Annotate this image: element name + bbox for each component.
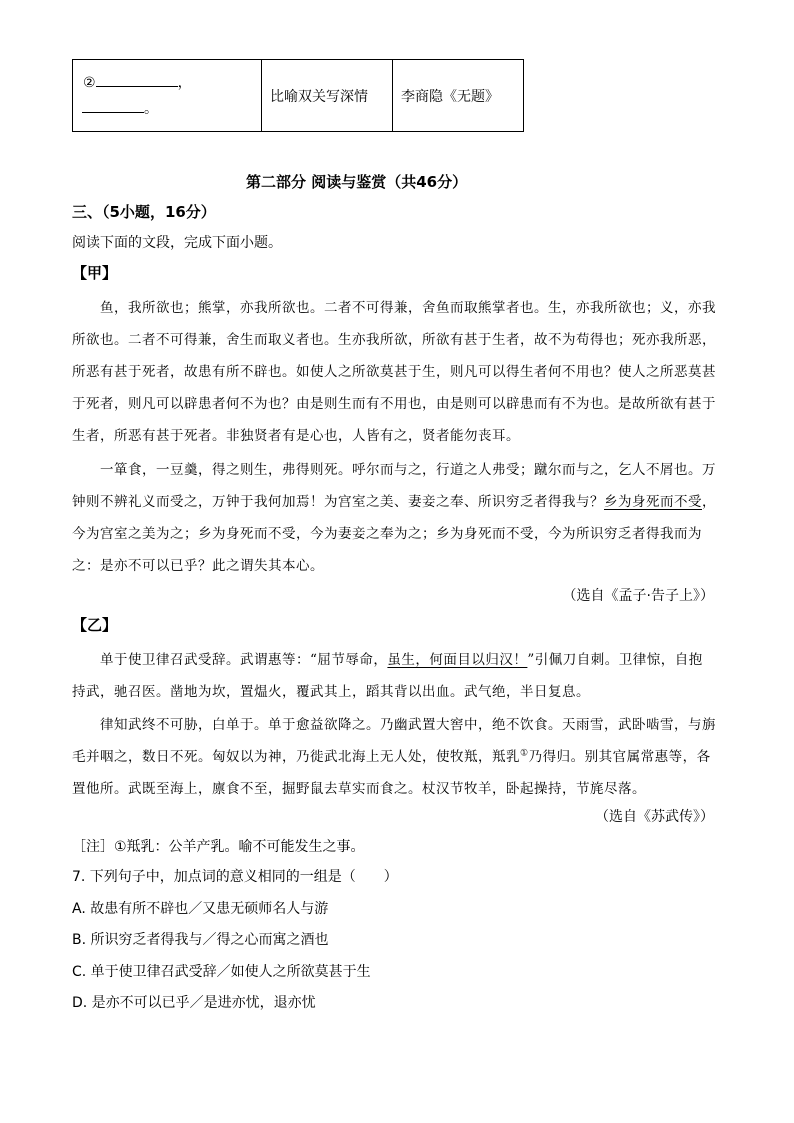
jia-line-3: 所恶有甚于死者，故患有所不辟也。如使人之所欲莫甚于生，则凡可以得生者何不用也？使人之所恶莫甚 — [72, 364, 716, 380]
footnote-marker: ① — [520, 748, 529, 759]
jia-line-1: 鱼，我所欲也；熊掌，亦我所欲也。二者不可得兼，舍鱼而取熊掌者也。生，亦我所欲也；义，亦我 — [100, 300, 716, 316]
jia-label: 【甲】 — [72, 264, 118, 282]
option-a[interactable]: A. 故患有所不辟也／又患无硕师名人与游 — [72, 901, 329, 917]
jia-line-4: 于死者，则凡可以辟患者何不为也？由是则生而有不用也，由是则可以辟患而有不为也。是故所欲有甚于 — [72, 396, 716, 412]
section-title: 第二部分 阅读与鉴赏（共46分） — [246, 173, 468, 191]
footnote: ［注］①羝乳：公羊产乳。喻不可能发生之事。 — [72, 839, 365, 855]
jia-line-7 — [72, 490, 716, 510]
comma: ， — [177, 74, 192, 91]
fill-blank-1[interactable] — [96, 72, 178, 87]
jia-source: （选自《孟子·告子上》） — [562, 588, 714, 604]
yi-line-4b: 乃得归。别其官属常惠等，各 — [528, 749, 711, 765]
option-d[interactable]: D. 是亦不可以已乎／是进亦忧，退亦忧 — [72, 995, 316, 1011]
option-c[interactable]: C. 单于使卫律召武受辞／如使人之所欲莫甚于生 — [72, 964, 371, 980]
instruction: 阅读下面的文段，完成下面小题。 — [72, 235, 282, 251]
yi-line-3: 律知武终不可胁，白单于。单于愈益欲降之。乃幽武置大窖中，绝不饮食。天雨雪，武卧啮雪，与旃 — [100, 717, 716, 733]
table-cell-source: 李商隐《无题》 — [393, 60, 524, 132]
yi-label: 【乙】 — [72, 616, 118, 634]
table-cell-blank — [73, 60, 262, 132]
fill-blank-2[interactable] — [82, 98, 144, 113]
yi-line-5: 置他所。武既至海上，廪食不至，掘野鼠去草实而食之。杖汉节牧羊，卧起操持，节旄尽落。 — [72, 781, 646, 797]
yi-line-1 — [100, 648, 703, 668]
circled-2: ② — [83, 74, 96, 91]
yi-line-2: 持武，驰召医。凿地为坎，置煴火，覆武其上，蹈其背以出血。武气绝，半日复息。 — [72, 684, 590, 700]
part3-heading: 三、（5小题，16分） — [72, 203, 216, 221]
jia-line-2: 所欲也。二者不可得兼，舍生而取义者也。生亦我所欲，所欲有甚于生者，故不为苟得也；死亦我所恶， — [72, 332, 716, 348]
jia-line-5: 生者，所恶有甚于死者。非独贤者有是心也，人皆有之，贤者能勿丧耳。 — [72, 428, 520, 444]
jia-line-6: 一箪食，一豆羹，得之则生，弗得则死。呼尔而与之，行道之人弗受；蹴尔而与之，乞人不屑也。万 — [100, 462, 716, 478]
table-cell-technique: 比喻双关写深情 — [262, 60, 393, 132]
answer-table — [72, 59, 524, 132]
yi-underlined-sentence: 虽生，何面目以归汉！ — [387, 652, 528, 668]
jia-line-9: 之：是亦不可以已乎？此之谓失其本心。 — [72, 558, 324, 574]
period: 。 — [144, 100, 158, 117]
yi-source: （选自《苏武传》） — [595, 809, 714, 825]
option-b[interactable]: B. 所识穷乏者得我与／得之心而寓之酒也 — [72, 932, 329, 948]
question-stem: 7. 下列句子中，加点词的意义相同的一组是（ ） — [72, 869, 398, 885]
jia-line-7-end: ， — [702, 494, 716, 510]
yi-line-4a: 毛并咽之，数日不死。匈奴以为神，乃徙武北海上无人处，使牧羝，羝乳 — [72, 749, 520, 765]
yi-line-4 — [72, 745, 711, 765]
yi-line-1b: ”引佩刀自刺。卫律惊，自抱 — [527, 652, 703, 668]
jia-line-8: 今为宫室之美为之；乡为身死而不受，今为妻妾之奉为之；乡为身死而不受，今为所识穷乏者得我而为 — [72, 526, 702, 542]
jia-line-7-text: 钟则不辨礼义而受之，万钟于我何加焉！为宫室之美、妻妾之奉、所识穷乏者得我与？ — [72, 494, 604, 510]
jia-underlined-sentence: 乡为身死而不受 — [604, 494, 702, 510]
yi-line-1a: 单于使卫律召武受辞。武谓惠等：“屈节辱命， — [100, 652, 388, 668]
table-row — [73, 60, 524, 132]
